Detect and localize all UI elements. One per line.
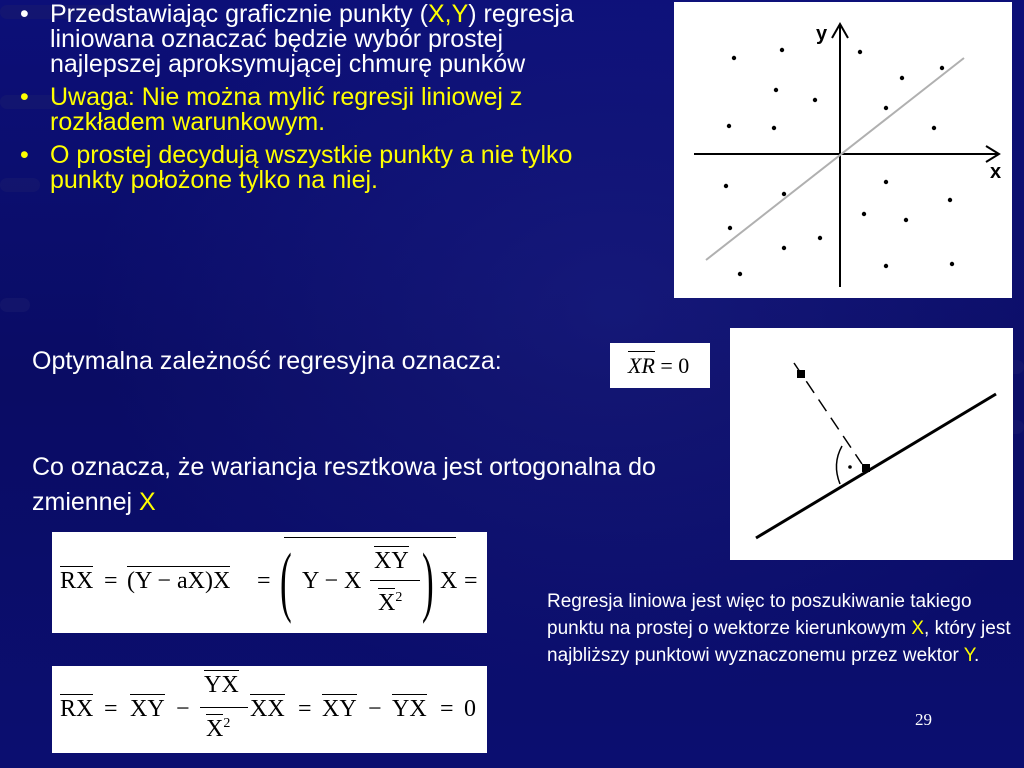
projection-diagram-svg — [730, 328, 1013, 560]
data-point — [728, 226, 732, 230]
scatter-plot — [674, 2, 1012, 298]
data-point — [732, 56, 736, 60]
data-point — [900, 76, 904, 80]
right-angle-arc — [836, 446, 842, 484]
scatter-plot-svg — [674, 2, 1012, 298]
data-point — [940, 66, 944, 70]
bullet-item: • Przedstawiając graficznie punkty (X,Y) regresja liniowana oznaczać będzie wybór prostej najlepszej aproksymującej chmurę punków — [20, 0, 574, 78]
orthogonality-text: Co oznacza, że wariancja resztkowa jest ortogonalna do zmiennej X — [32, 453, 656, 516]
data-point — [904, 218, 908, 222]
bullet-dot: • — [20, 0, 29, 28]
data-point — [727, 124, 731, 128]
page-number: 29 — [915, 710, 932, 729]
data-point — [858, 50, 862, 54]
bullet-dot: • — [20, 83, 29, 111]
data-point — [813, 98, 817, 102]
data-point — [782, 192, 786, 196]
formula-box: XR = 0 — [610, 343, 710, 388]
equation-1: RX = (Y − aX)X = ( Y − X XY $X^2$ ) X = — [52, 532, 487, 633]
data-point — [772, 126, 776, 130]
bullet-list — [0, 2, 600, 201]
fraction-bar — [200, 707, 248, 708]
data-point — [818, 236, 822, 240]
projection-line — [794, 363, 862, 464]
data-point — [782, 246, 786, 250]
optimal-regression-text: Optymalna zależność regresyjna oznacza: — [32, 347, 502, 375]
data-point — [774, 88, 778, 92]
point-y — [797, 370, 805, 378]
background-streak — [0, 298, 30, 312]
x-axis-label: x — [990, 161, 1002, 183]
data-point — [884, 180, 888, 184]
bullet-dot: • — [20, 141, 29, 169]
projection-diagram — [730, 328, 1013, 560]
data-point — [780, 48, 784, 52]
data-point — [948, 198, 952, 202]
bullet-item: • O prostej decydują wszystkie punkty a nie tylko punkty położone tylko na niej. — [20, 141, 573, 194]
equation-2: RX = XY − YX $X^2$ XX = XY − YX = 0 — [52, 666, 487, 753]
data-point — [884, 106, 888, 110]
right-angle-dot — [848, 465, 852, 469]
fraction-bar — [370, 580, 420, 581]
right-paren: ) — [422, 537, 434, 624]
data-point — [862, 212, 866, 216]
left-paren: ( — [280, 537, 292, 624]
data-point — [884, 264, 888, 268]
y-axis-label: y — [816, 23, 828, 45]
projection-point — [862, 464, 870, 472]
bullet-item: • Uwaga: Nie można mylić regresji liniowej z rozkładem warunkowym. — [20, 83, 523, 136]
regression-line — [706, 58, 964, 260]
regression-line — [756, 394, 996, 538]
data-point — [932, 126, 936, 130]
data-point — [738, 272, 742, 276]
regression-caption: Regresja liniowa jest więc to poszukiwanie takiego punktu na prostej o wektorze kierunkowym X, który jest najbliższy punktowi wyznaczonemu przez wektor Y. — [547, 591, 1011, 666]
data-point — [950, 262, 954, 266]
data-point — [724, 184, 728, 188]
